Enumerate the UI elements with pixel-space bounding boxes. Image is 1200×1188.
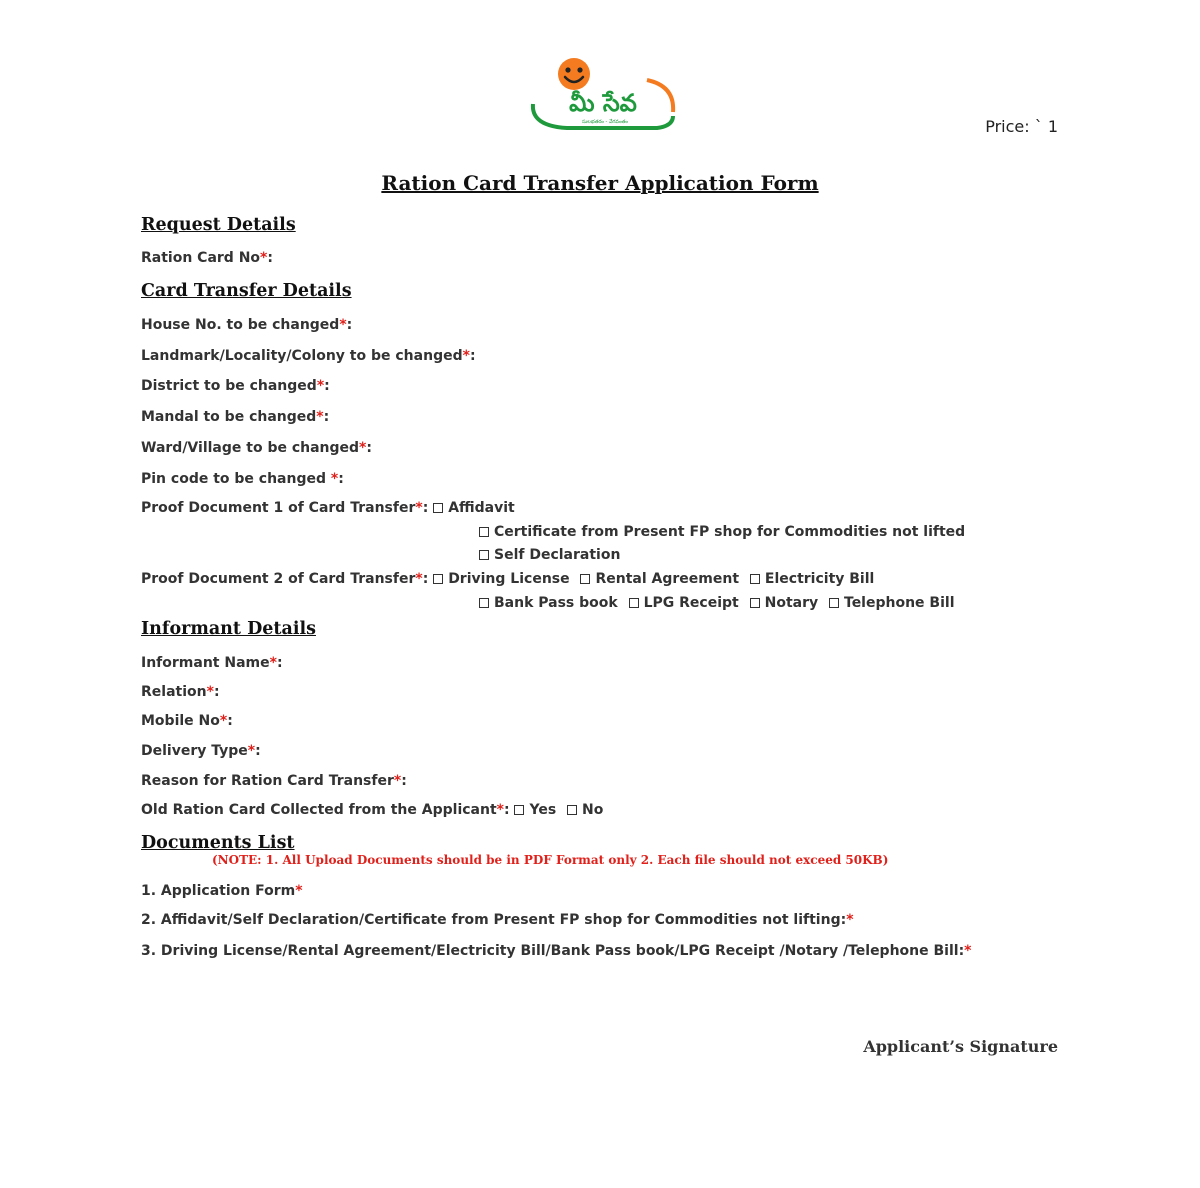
field-delivery-type: Delivery Type*: <box>141 743 261 759</box>
price-label: Price: ` 1 <box>985 117 1058 136</box>
meeseva-logo-icon <box>527 56 677 134</box>
field-relation: Relation*: <box>141 684 220 700</box>
checkbox-lpg-receipt[interactable] <box>629 598 639 608</box>
checkbox-notary[interactable] <box>750 598 760 608</box>
field-reason-transfer: Reason for Ration Card Transfer*: <box>141 773 407 789</box>
field-district: District to be changed*: <box>141 378 330 394</box>
meeseva-logo <box>527 56 677 134</box>
section-informant-details: Informant Details <box>141 619 316 639</box>
field-old-ration-card: Old Ration Card Collected from the Applicant*: Yes No <box>141 802 604 818</box>
checkbox-electricity-bill[interactable] <box>750 574 760 584</box>
field-house-no: House No. to be changed*: <box>141 317 353 333</box>
field-ward-village: Ward/Village to be changed*: <box>141 440 372 456</box>
field-proof-document-1: Proof Document 1 of Card Transfer*: Affidavit <box>141 500 515 516</box>
checkbox-self-declaration[interactable] <box>479 550 489 560</box>
checkbox-driving-license[interactable] <box>433 574 443 584</box>
logo-tagline: సులభతరం - వేగవంతం <box>582 119 628 125</box>
applicant-signature-label: Applicant’s Signature <box>863 1037 1058 1056</box>
field-mandal: Mandal to be changed*: <box>141 409 330 425</box>
checkbox-rental-agreement[interactable] <box>580 574 590 584</box>
checkbox-affidavit[interactable] <box>433 503 443 513</box>
checkbox-yes[interactable] <box>514 805 524 815</box>
field-pincode: Pin code to be changed *: <box>141 471 344 487</box>
checkbox-certificate-fp-shop[interactable] <box>479 527 489 537</box>
document-item-1: 1. Application Form* <box>141 883 303 899</box>
form-title: Ration Card Transfer Application Form <box>381 171 819 195</box>
upload-note: (NOTE: 1. All Upload Documents should be in PDF Format only 2. Each file should not exceed 50KB) <box>212 853 889 867</box>
field-informant-name: Informant Name*: <box>141 655 283 671</box>
option-certificate-fp-shop: Certificate from Present FP shop for Commodities not lifted <box>479 524 965 540</box>
field-mobile-no: Mobile No*: <box>141 713 233 729</box>
field-proof-document-2: Proof Document 2 of Card Transfer*: Driving License Rental Agreement Electricity Bill <box>141 571 875 587</box>
option-self-declaration: Self Declaration <box>479 547 620 563</box>
document-item-3: 3. Driving License/Rental Agreement/Electricity Bill/Bank Pass book/LPG Receipt /Notary /Telephone Bill:* <box>141 943 972 959</box>
field-landmark: Landmark/Locality/Colony to be changed*: <box>141 348 476 364</box>
logo-wordmark: మీ సేవ <box>569 89 637 117</box>
section-request-details: Request Details <box>141 215 296 235</box>
checkbox-telephone-bill[interactable] <box>829 598 839 608</box>
document-item-2: 2. Affidavit/Self Declaration/Certificate from Present FP shop for Commodities not lifting:* <box>141 912 854 928</box>
checkbox-bank-pass-book[interactable] <box>479 598 489 608</box>
section-card-transfer-details: Card Transfer Details <box>141 281 352 301</box>
checkbox-no[interactable] <box>567 805 577 815</box>
options-proof-document-2-row2: Bank Pass book LPG Receipt Notary Telephone Bill <box>479 595 955 611</box>
section-documents-list: Documents List <box>141 833 295 853</box>
field-ration-card-no: Ration Card No*: <box>141 250 273 266</box>
